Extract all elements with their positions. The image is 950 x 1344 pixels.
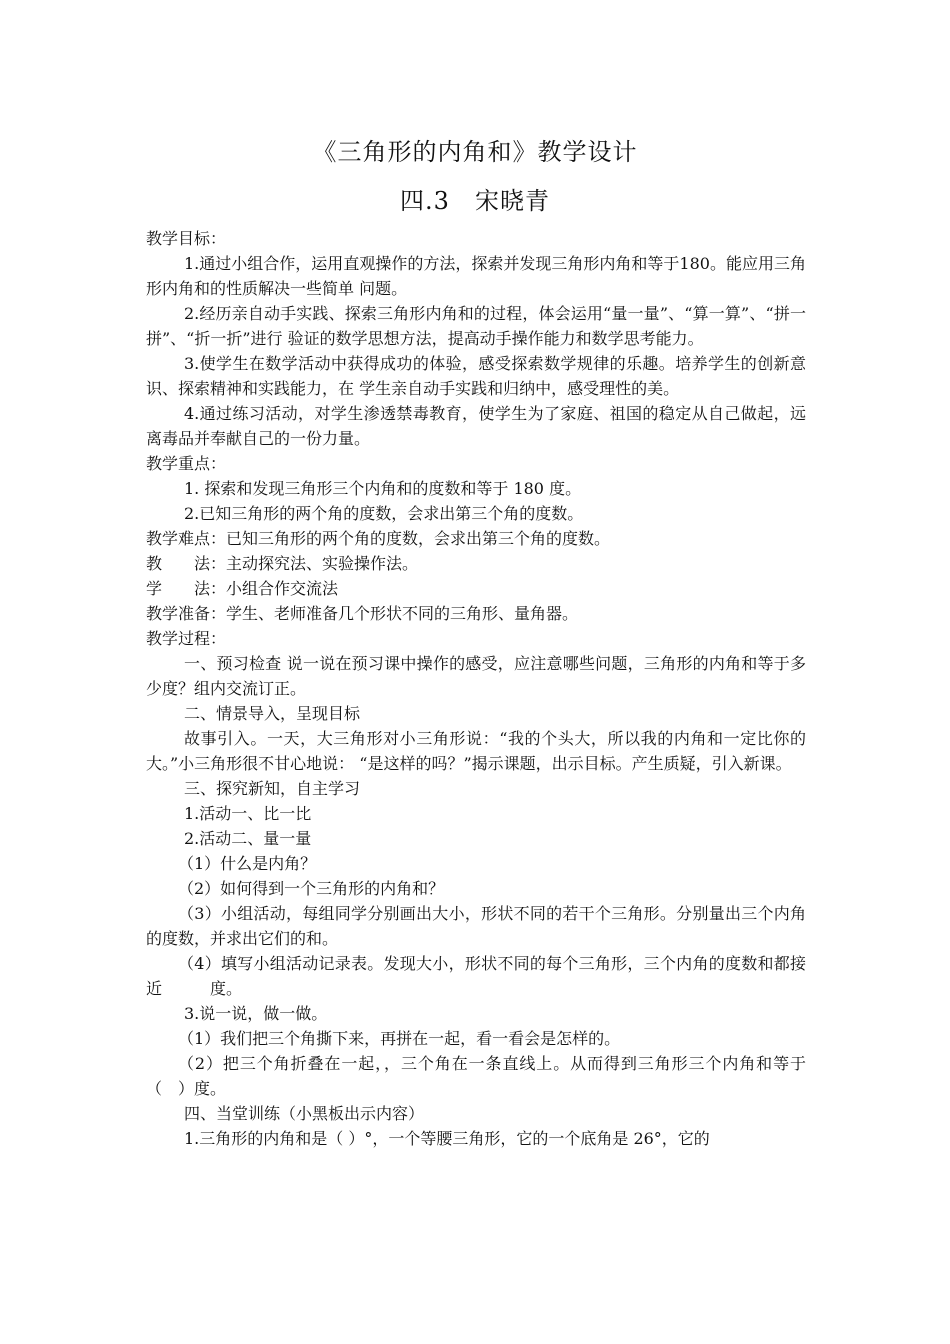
learning-method-line: 学 法：小组合作交流法 — [146, 579, 339, 598]
section-heading-key-points: 教学重点： — [146, 454, 227, 473]
section-heading-goals: 教学目标： — [146, 229, 227, 248]
section-heading-process: 教学过程： — [146, 629, 227, 648]
preparation-line: 教学准备：学生、老师准备几个形状不同的三角形、量角器。 — [146, 604, 579, 623]
demo-2: （2）把三个角折叠在一起，，三个角在一条直线上。从而得到三角形三个内角和等于（ ）度。 — [146, 1054, 806, 1098]
activity-2: 2.活动二、量一量 — [184, 829, 312, 848]
goal-paragraph-2: 2.经历亲自动手实践、探索三角形内角和的过程，体会运用“量一量”、“算一算”、“拼一拼”、“折一折”进行 验证的数学思想方法，提高动手操作能力和数学思考能力。 — [146, 304, 806, 348]
question-4: （4）填写小组活动记录表。发现大小，形状不同的每个三角形，三个内角的度数和都接近 度。 — [146, 954, 806, 998]
key-point-2: 2.已知三角形的两个角的度数，会求出第三个角的度数。 — [184, 504, 584, 523]
difficulty-line: 教学难点：已知三角形的两个角的度数，会求出第三个角的度数。 — [146, 529, 611, 548]
document-body — [146, 226, 806, 1151]
goal-paragraph-1: 1.通过小组合作，运用直观操作的方法，探索并发现三角形内角和等于180。能应用三角形内角和的性质解决一些简单 问题。 — [146, 254, 806, 298]
author-line: 四.3 宋晓青 — [400, 187, 550, 215]
process-step-2-body: 故事引入。一天，大三角形对小三角形说：“我的个头大，所以我的内角和一定比你的大。”小三角形很不甘心地说： “是这样的吗？”揭示课题，出示目标。产生质疑，引入新课。 — [146, 729, 806, 773]
goal-paragraph-3: 3.使学生在数学活动中获得成功的体验，感受探索数学规律的乐趣。培养学生的创新意识、探索精神和实践能力，在 学生亲自动手实践和归纳中，感受理性的美。 — [146, 354, 806, 398]
demo-1: （1）我们把三个角撕下来，再拼在一起，看一看会是怎样的。 — [178, 1029, 621, 1048]
question-3: （3）小组活动，每组同学分别画出大小，形状不同的若干个三角形。分别量出三个内角的度数，并求出它们的和。 — [146, 904, 806, 948]
activity-1: 1.活动一、比一比 — [184, 804, 312, 823]
process-step-3-heading: 三、探究新知，自主学习 — [184, 779, 361, 798]
key-point-1: 1. 探索和发现三角形三个内角和的度数和等于 180 度。 — [184, 479, 582, 498]
document-title: 《三角形的内角和》教学设计 — [312, 138, 638, 166]
activity-3: 3.说一说，做一做。 — [184, 1004, 328, 1023]
process-step-2-heading: 二、情景导入，呈现目标 — [184, 704, 361, 723]
question-2: （2）如何得到一个三角形的内角和？ — [178, 879, 445, 898]
process-step-4-heading: 四、当堂训练（小黑板出示内容） — [184, 1104, 425, 1123]
goal-paragraph-4: 4.通过练习活动，对学生渗透禁毒教育，使学生为了家庭、祖国的稳定从自己做起，远离毒品并奉献自己的一份力量。 — [146, 404, 806, 448]
teaching-method-line: 教 法：主动探究法、实验操作法。 — [146, 554, 419, 573]
question-1: （1）什么是内角？ — [178, 854, 317, 873]
process-step-1: 一、预习检查 说一说在预习课中操作的感受，应注意哪些问题，三角形的内角和等于多少度？组内交流订正。 — [146, 654, 806, 698]
exercise-1: 1.三角形的内角和是（ ）°，一个等腰三角形，它的一个底角是 26°，它的 — [184, 1129, 710, 1148]
